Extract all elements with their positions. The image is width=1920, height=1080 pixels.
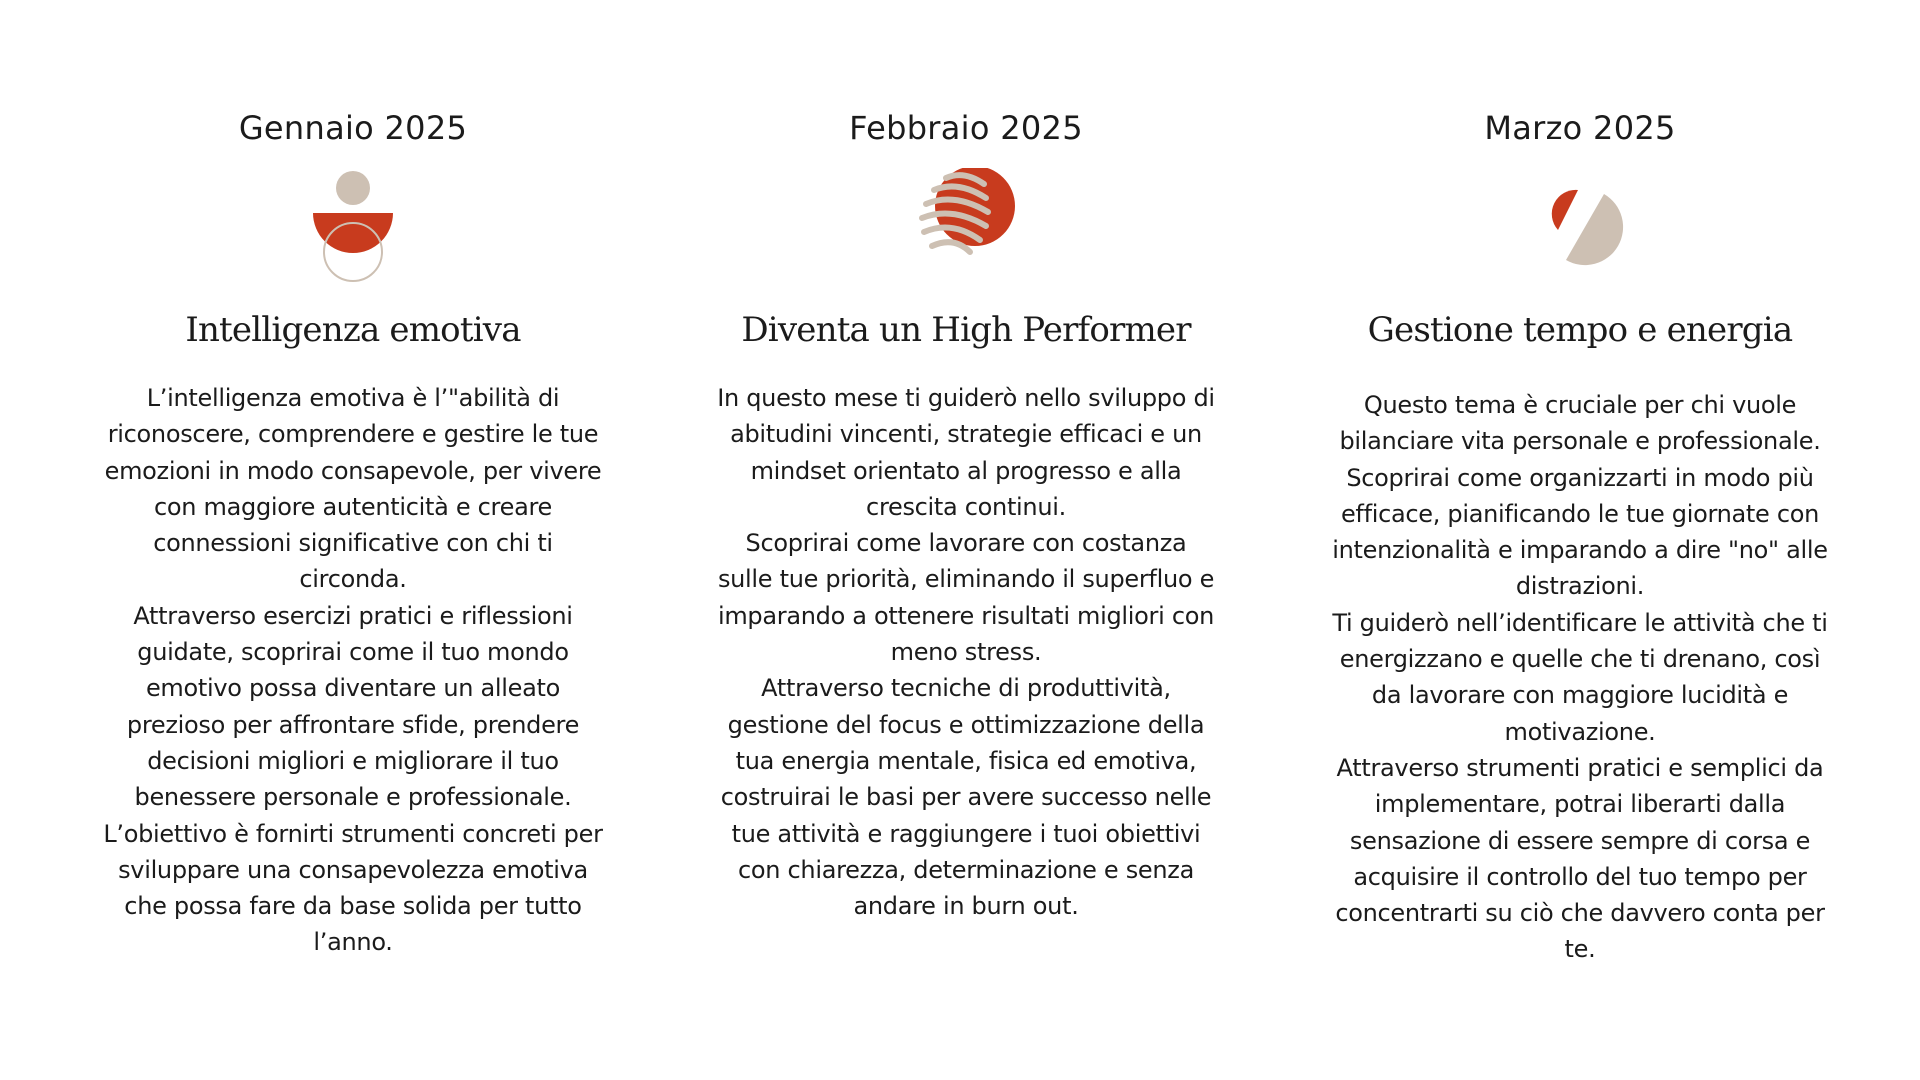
topic-title: Diventa un High Performer (741, 310, 1191, 350)
topic-description (103, 380, 603, 961)
description-paragraph: Questo tema è cruciale per chi vuole bilanciare vita personale e professionale. Scoprirai come organizzarti in modo più efficace, pianificando le tue giornate con intenzionalità e imparando a dire "no" alle distrazioni. (1332, 391, 1828, 601)
topic-description (1330, 387, 1830, 968)
description-paragraph: Attraverso esercizi pratici e riflessioni guidate, scoprirai come il tuo mondo emotivo possa diventare un alleato prezioso per affrontare sfide, prendere decisioni migliori e migliorare il tuo benessere personale e professionale. L’obiettivo è fornirti strumenti concreti per sviluppare una consapevolezza emotiva che possa fare da base solida per tutto l’anno. (103, 601, 603, 957)
description-paragraph: L’intelligenza emotiva è l’"abilità di riconoscere, comprendere e gestire le tue emozioni in modo consapevole, per vivere con maggiore autenticità e creare connessioni significative con chi ti circonda. (104, 384, 602, 594)
description-paragraph: Attraverso tecniche di produttività, gestione del focus e ottimizzazione della tua energia mentale, fisica ed emotiva, costruirai le basi per avere successo nelle tue attività e raggiungere i tuoi obiettivi con chiarezza, determinazione e senza andare in burn out. (720, 674, 1212, 921)
circle-half-ring-icon (293, 168, 413, 288)
topic-title: Intelligenza emotiva (185, 310, 521, 350)
month-heading: Febbraio 2025 (849, 109, 1083, 147)
month-heading: Marzo 2025 (1484, 109, 1676, 147)
description-paragraph: In questo mese ti guiderò nello sviluppo di abitudini vincenti, strategie efficaci e un mindset orientato al progresso e alla crescita continui. (717, 384, 1215, 521)
sun-waves-icon (906, 168, 1026, 288)
month-heading: Gennaio 2025 (238, 109, 468, 147)
split-circle-icon (1520, 168, 1640, 288)
topic-description (716, 380, 1216, 924)
description-paragraph: Scoprirai come lavorare con costanza sulle tue priorità, eliminando il superfluo e imparando a ottenere risultati migliori con meno stress. (717, 529, 1215, 667)
topic-title: Gestione tempo e energia (1367, 310, 1793, 350)
description-paragraph: Attraverso strumenti pratici e semplici da implementare, potrai liberarti dalla sensazione di essere sempre di corsa e acquisire il controllo del tuo tempo per concentrarti su ciò che davvero conta per te. (1335, 753, 1825, 964)
description-paragraph: Ti guiderò nell’identificare le attività che ti energizzano e quelle che ti drenano, così da lavorare con maggiore lucidità e motivazione. (1332, 608, 1828, 746)
